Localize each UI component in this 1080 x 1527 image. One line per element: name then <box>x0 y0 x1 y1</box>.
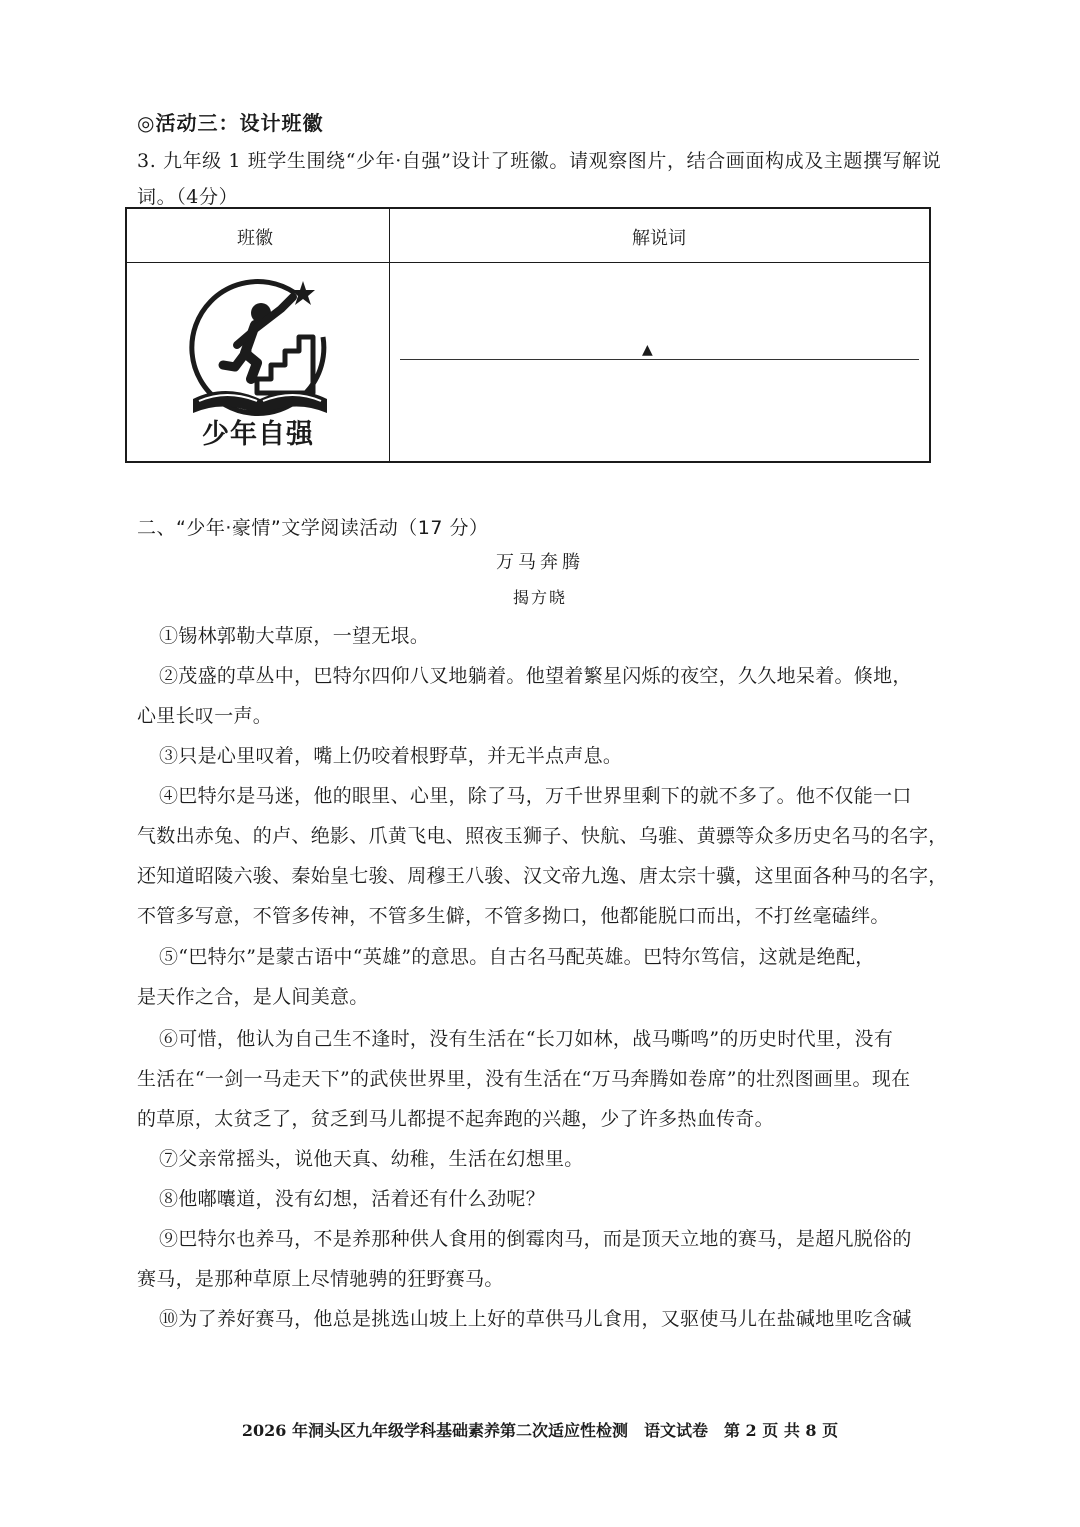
table-divider-horizontal <box>127 262 929 263</box>
badge-table <box>125 207 931 463</box>
essay-line: ③只是心里叹着，嘴上仍咬着根野草，并无半点声息。 <box>159 745 623 767</box>
essay-author: 揭方晓 <box>512 588 567 607</box>
essay-line: 气数出赤兔、的卢、绝影、爪黄飞电、照夜玉狮子、快航、乌骓、黄骠等众多历史名马的名字， <box>137 825 948 847</box>
essay-line: 心里长叹一声。 <box>137 705 273 727</box>
essay-line: 的草原，太贫乏了，贫乏到马儿都提不起奔跑的兴趣，少了许多热血传奇。 <box>137 1108 774 1130</box>
essay-line: 生活在“一剑一马走天下”的武侠世界里，没有生活在“万马奔腾如卷席”的壮烈图画里。现在 <box>137 1068 911 1090</box>
essay-title: 万马奔腾 <box>496 552 584 573</box>
essay-line: ⑧他嘟囔道，没有幻想，活着还有什么劲呢？ <box>159 1188 546 1210</box>
essay-line: 是天作之合，是人间美意。 <box>137 986 369 1008</box>
table-divider-vertical <box>389 209 390 461</box>
question-line-1: 3. 九年级 1 班学生围绕“少年·自强”设计了班徽。请观察图片，结合画面构成及主题撰写解说 <box>137 150 942 172</box>
answer-line <box>400 359 919 360</box>
essay-line: ⑨巴特尔也养马，不是养那种供人食用的倒霉肉马，而是顶天立地的赛马，是超凡脱俗的 <box>159 1228 912 1250</box>
activity-title: ◎活动三：设计班徽 <box>137 111 324 135</box>
question-line-2: 词。（4分） <box>137 186 239 208</box>
answer-marker-icon: ▲ <box>642 342 653 358</box>
essay-line: 不管多写意，不管多传神，不管多生僻，不管多拗口，他都能脱口而出，不打丝毫磕绊。 <box>137 905 890 927</box>
essay-line: ④巴特尔是马迷，他的眼里、心里，除了马，万千世界里剩下的就不多了。他不仅能一口 <box>159 785 912 807</box>
essay-line: ①锡林郭勒大草原，一望无垠。 <box>159 625 430 647</box>
section-title: 二、“少年·豪情”文学阅读活动（17 分） <box>137 517 489 539</box>
essay-line: ⑤“巴特尔”是蒙古语中“英雄”的意思。自古名马配英雄。巴特尔笃信，这就是绝配， <box>159 946 875 968</box>
essay-line: ⑥可惜，他认为自己生不逢时，没有生活在“长刀如林，战马嘶鸣”的历史时代里，没有 <box>159 1028 894 1050</box>
badge-caption: 少年自强 <box>202 419 314 450</box>
page-footer: 2026 年洞头区九年级学科基础素养第二次适应性检测 语文试卷 第 2 页 共 8 页 <box>241 1421 839 1440</box>
table-header-badge: 班徽 <box>237 228 273 249</box>
essay-line: 赛马，是那种草原上尽情驰骋的狂野赛马。 <box>137 1268 504 1290</box>
essay-line: ②茂盛的草丛中，巴特尔四仰八叉地躺着。他望着繁星闪烁的夜空，久久地呆着。倏地， <box>159 665 912 687</box>
table-header-commentary: 解说词 <box>632 228 686 249</box>
essay-line: ⑩为了养好赛马，他总是挑选山坡上上好的草供马儿食用，又驱使马儿在盐碱地里吃含碱 <box>159 1308 912 1330</box>
essay-line: ⑦父亲常摇头，说他天真、幼稚，生活在幻想里。 <box>159 1148 584 1170</box>
essay-line: 还知道昭陵六骏、秦始皇七骏、周穆王八骏、汉文帝九逸、唐太宗十骥，这里面各种马的名字， <box>137 865 948 887</box>
